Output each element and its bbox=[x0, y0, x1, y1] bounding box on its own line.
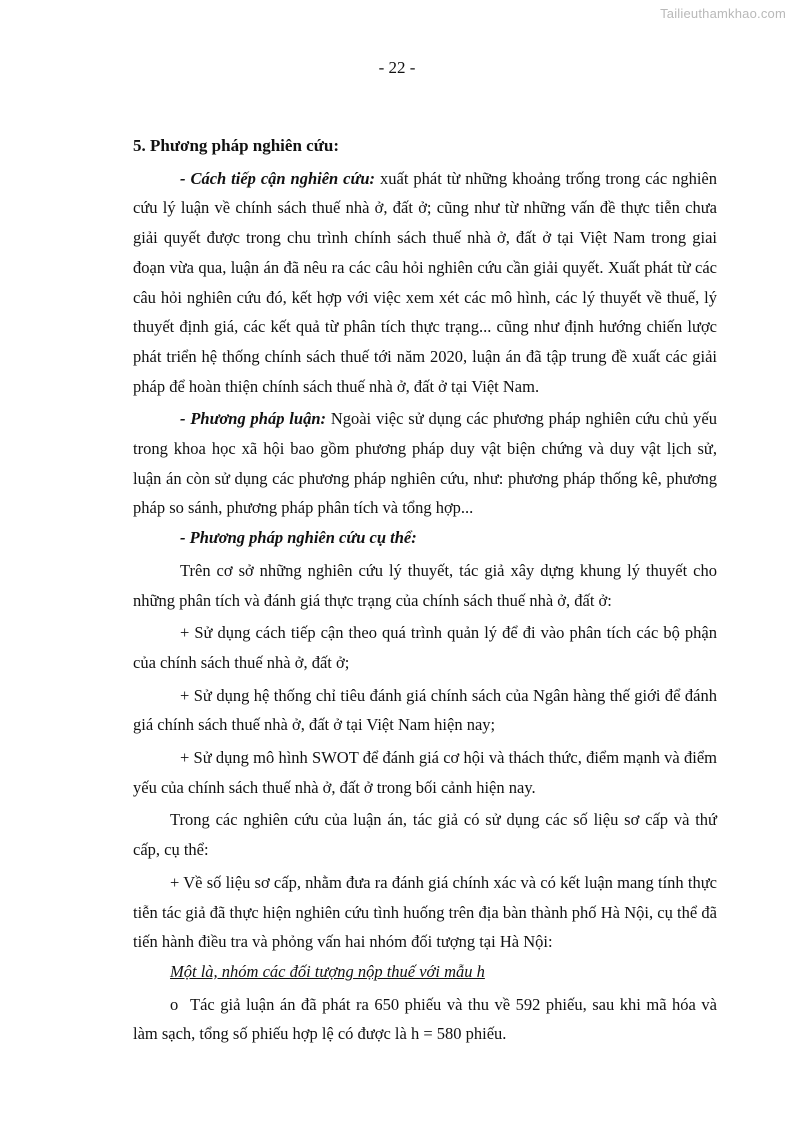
circle-bullet-icon: o bbox=[170, 994, 179, 1014]
plus-item-world-bank: + Sử dụng hệ thống chỉ tiêu đánh giá chính sách của Ngân hàng thế giới để đánh giá chính sách thuế nhà ở, đất ở tại Việt Nam hiện nay; bbox=[133, 685, 717, 735]
plus-item-swot: + Sử dụng mô hình SWOT để đánh giá cơ hội và thách thức, điểm mạnh và điểm yếu của chính sách thuế nhà ở, đất ở trong bối cảnh hiện nay. bbox=[133, 748, 717, 797]
methodology-text: Ngoài việc sử dụng các phương pháp nghiên cứu chủ yếu trong khoa học xã hội bao gồm phương pháp duy vật biện chứng và duy vật lịch sử, luận án còn sử dụng các phương pháp nghiên cứu, như: phương pháp thống kê, phương pháp so sánh, phương pháp phân tích và tổng hợp... bbox=[133, 409, 717, 518]
section-heading: 5. Phương pháp nghiên cứu: bbox=[133, 136, 340, 155]
document-body bbox=[133, 131, 717, 1049]
plus-item-management: + Sử dụng cách tiếp cận theo quá trình quản lý để đi vào phân tích các bộ phận của chính sách thuế nhà ở, đất ở; bbox=[133, 623, 717, 672]
approach-text: xuất phát từ những khoảng trống trong các nghiên cứu lý luận về chính sách thuế nhà ở, đất ở; cũng như từ những vấn đề thực tiễn chưa giải quyết được trong chu trình chính sách thuế nhà ở, đất ở tại Việt Nam trong giai đoạn vừa qua, luận án đã nêu ra các câu hỏi nghiên cứu cần giải quyết. Xuất phát từ các câu hỏi nghiên cứu đó, kết hợp với việc xem xét các mô hình, các lý thuyết về thuế, lý thuyết định giá, các kết quả từ phân tích thực trạng... cũng như định hướng chiến lược phát triển hệ thống chính sách thuế tới năm 2020, luận án đã tập trung đề xuất các giải pháp để hoàn thiện chính sách thuế nhà ở, đất ở tại Việt Nam. bbox=[133, 168, 717, 396]
specific-methods-heading: - Phương pháp nghiên cứu cụ thể: bbox=[180, 528, 417, 548]
methodology-paragraph bbox=[133, 404, 717, 523]
watermark: Tailieuthamkhao.com bbox=[660, 6, 786, 21]
specific-intro-paragraph: Trên cơ sở những nghiên cứu lý thuyết, tác giả xây dựng khung lý thuyết cho những phân tích và đánh giá thực trạng của chính sách thuế nhà ở, đất ở: bbox=[133, 560, 717, 610]
methodology-lead: - Phương pháp luận: bbox=[180, 409, 326, 429]
data-intro-paragraph: Trong các nghiên cứu của luận án, tác giả có sử dụng các số liệu sơ cấp và thứ cấp, cụ thể: bbox=[133, 810, 717, 860]
group-one-heading: Một là, nhóm các đối tượng nộp thuế với mẫu h bbox=[170, 961, 485, 981]
approach-paragraph bbox=[133, 164, 717, 402]
survey-text: Tác giả luận án đã phát ra 650 phiếu và thu về 592 phiếu, sau khi mã hóa và làm sạch, tổng số phiếu hợp lệ có được là h = 580 phiếu. bbox=[133, 994, 717, 1044]
approach-lead: - Cách tiếp cận nghiên cứu: bbox=[180, 168, 376, 188]
survey-paragraph bbox=[133, 990, 717, 1049]
page-number: - 22 - bbox=[378, 58, 416, 77]
primary-data-paragraph: + Về số liệu sơ cấp, nhằm đưa ra đánh giá chính xác và có kết luận mang tính thực tiễn tác giả đã thực hiện nghiên cứu tình huống trên địa bàn thành phố Hà Nội, cụ thể đã tiến hành điều tra và phỏng vấn hai nhóm đối tượng tại Hà Nội: bbox=[133, 872, 717, 952]
